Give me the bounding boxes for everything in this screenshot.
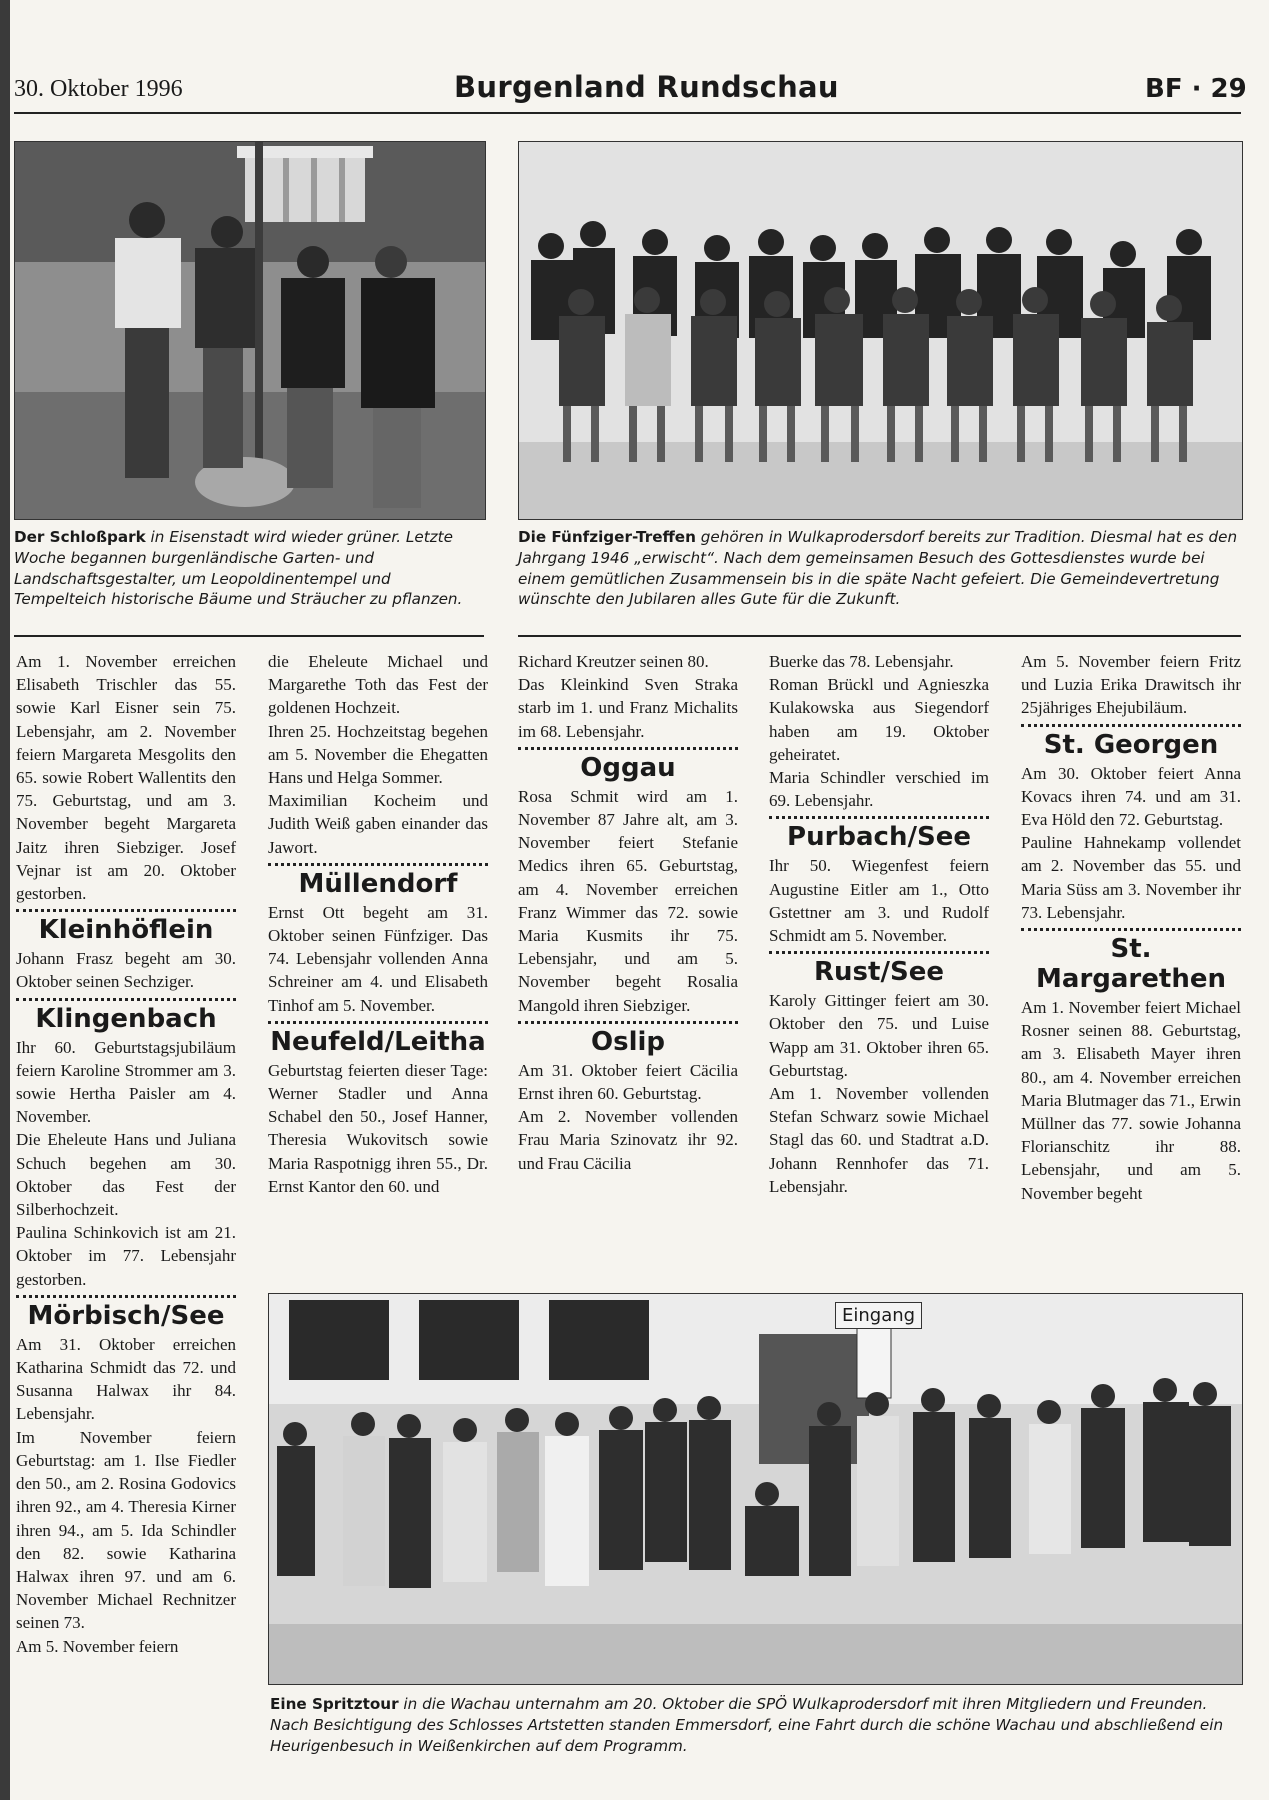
- column-1: [16, 650, 236, 1658]
- caption-spritztour-lead: Eine Spritztour: [270, 1695, 399, 1713]
- heading-st-georgen: St. Georgen: [1043, 729, 1219, 760]
- dotted-separator: [16, 998, 236, 1001]
- col1-paragraph: Paulina Schinkovich ist am 21. Oktober im 77. Lebensjahr gestorben.: [16, 1223, 236, 1289]
- column-3: [518, 650, 738, 1175]
- heading-oggau: Oggau: [580, 752, 676, 783]
- column-4: [769, 650, 989, 1198]
- dotted-separator: [16, 1295, 236, 1298]
- col4-paragraph: Ihr 50. Wiegenfest feiern Augustine Eitler am 1., Otto Gstettner am 3. und Rudolf Schmidt am 5. November.: [769, 856, 989, 946]
- dotted-separator: [518, 747, 738, 750]
- page-edge-shadow: [0, 0, 10, 1800]
- col3-paragraph: Das Kleinkind Sven Straka starb im 1. und Franz Michalits im 68. Lebensjahr.: [518, 675, 738, 741]
- dotted-separator: [268, 863, 488, 866]
- col2-paragraph: Geburtstag feierten dieser Tage: Werner Stadler und Anna Schabel den 50., Josef Hanner, Theresia Wukovitsch sowie Maria Raspotnigg ihren 55., Dr. Ernst Kantor den 60. und: [268, 1060, 488, 1196]
- dotted-separator: [1021, 928, 1241, 931]
- header-rule: [14, 112, 1241, 114]
- col4-paragraph: Karoly Gittinger feiert am 30. Oktober den 75. und Luise Wapp am 31. Oktober ihren 65. Geburtstag.: [769, 991, 989, 1080]
- col2-paragraph: Maximilian Kocheim und Judith Weiß gaben einander das Jawort.: [268, 791, 488, 857]
- col4-paragraph: Buerke das 78. Lebensjahr.: [769, 652, 954, 671]
- newspaper-title: Burgenland Rundschau: [454, 70, 839, 104]
- col3-paragraph: Am 31. Oktober feiert Cäcilia Ernst ihren 60. Geburtstag.: [518, 1060, 738, 1104]
- caption-rule-right: [518, 635, 1241, 637]
- heading-muellendorf: Müllendorf: [298, 868, 458, 899]
- caption-fuenfziger: [518, 527, 1241, 610]
- photo-spritztour: [268, 1293, 1243, 1685]
- col3-paragraph: Am 2. November vollenden Frau Maria Szinovatz ihr 92. und Frau Cäcilia: [518, 1107, 738, 1173]
- heading-oslip: Oslip: [590, 1026, 665, 1057]
- photo-fuenfziger-treffen: [518, 141, 1243, 520]
- dotted-separator: [268, 1021, 488, 1024]
- heading-moerbisch: Mörbisch/See: [27, 1300, 225, 1331]
- caption-fuenfziger-lead: Die Fünfziger-Treffen: [518, 528, 696, 546]
- col1-paragraph: Am 31. Oktober erreichen Katharina Schmidt das 72. und Susanna Halwax ihr 84. Lebensjahr.: [16, 1334, 236, 1424]
- caption-rule-left: [14, 635, 484, 637]
- col4-paragraph: Maria Schindler verschied im 69. Lebensjahr.: [769, 768, 989, 811]
- col1-paragraph: Ihr 60. Geburtstagsjubiläum feiern Karoline Strommer am 3. sowie Hertha Paisler am 4. November.: [16, 1037, 236, 1127]
- col5-paragraph: Am 5. November feiern Fritz und Luzia Erika Drawitsch ihr 25jähriges Ehejubiläum.: [1021, 652, 1241, 718]
- dotted-separator: [769, 816, 989, 819]
- col5-paragraph: Pauline Hahnekamp vollendet am 2. November das 55. und Maria Süss am 3. November ihr 73. Lebensjahr.: [1021, 833, 1241, 922]
- sign-eingang: Eingang: [835, 1302, 922, 1329]
- col1-paragraph: Im November feiern Geburtstag: am 1. Ilse Fiedler den 50., am 2. Rosina Godovics ihren 92., am 4. Theresia Kirner ihren 94., am 5. Ida Schindler den 82. sowie Katharina Halwax ihren 97. und am 6. November Michael Rechnitzer seinen 73.: [16, 1427, 236, 1633]
- col1-paragraph: Am 5. November feiern: [16, 1636, 179, 1656]
- heading-neufeld: Neufeld/Leitha: [270, 1026, 486, 1057]
- col3-paragraph: Richard Kreutzer seinen 80.: [518, 652, 709, 671]
- page-number: BF · 29: [1145, 74, 1247, 104]
- col1-paragraph: Johann Frasz begeht am 30. Oktober seinen Sechziger.: [16, 949, 236, 992]
- dotted-separator: [1021, 724, 1241, 727]
- col4-paragraph: Roman Brückl und Agnieszka Kulakowska aus Siegendorf haben am 19. Oktober geheiratet.: [769, 675, 989, 764]
- caption-schlosspark-lead: Der Schloßpark: [14, 528, 146, 546]
- caption-schlosspark-text: in Eisenstadt wird wieder grüner. Letzte Woche begannen burgenländische Garten- und Landschaftsgestalter, um Leopoldinentempel und Tempelteich historische Bäume und Sträucher zu pflanzen.: [14, 528, 463, 609]
- col4-paragraph: Am 1. November vollenden Stefan Schwarz sowie Michael Stagl das 60. und Stadtrat a.D. Johann Rennhofer das 71. Lebensjahr.: [769, 1084, 989, 1196]
- col5-paragraph: Am 30. Oktober feiert Anna Kovacs ihren 74. und am 31. Eva Höld den 72. Geburtstag.: [1021, 763, 1241, 830]
- col2-paragraph: Ihren 25. Hochzeitstag begehen am 5. November die Ehegatten Hans und Helga Sommer.: [268, 721, 488, 788]
- col3-paragraph: Rosa Schmit wird am 1. November 87 Jahre alt, am 3. November feiert Stefanie Medics ihren 65. Geburtstag, am 4. November erreichen Franz Wimmer das 72. sowie Maria Kusmits ihr 75. Lebensjahr, und am 5. November begeht Rosalia Mangold ihren Siebziger.: [518, 786, 738, 1015]
- heading-purbach: Purbach/See: [787, 822, 971, 853]
- caption-spritztour: [270, 1694, 1241, 1756]
- col2-paragraph: Ernst Ott begeht am 31. Oktober seinen Fünfziger. Das 74. Lebensjahr vollenden Anna Schreiner am 4. und Elisabeth Tinhof am 5. November.: [268, 902, 488, 1015]
- heading-rust: Rust/See: [814, 957, 944, 988]
- heading-kleinhoeflein: Kleinhöflein: [38, 915, 214, 946]
- photo-schlosspark: [14, 141, 486, 520]
- dotted-separator: [769, 951, 989, 954]
- issue-date: 30. Oktober 1996: [14, 76, 183, 102]
- col1-paragraph: Am 1. November erreichen Elisabeth Trischler das 55. sowie Karl Eisner sein 75. Lebensjahr, am 2. November feiern Margareta Mesgolits den 65. sowie Robert Wallentits den 75. Geburtstag, und am 3. November begeht Margareta Jaitz ihren Siebziger. Josef Vejnar ist am 20. Oktober gestorben.: [16, 652, 236, 904]
- dotted-separator: [16, 909, 236, 912]
- col2-paragraph: die Eheleute Michael und Margarethe Toth das Fest der goldenen Hochzeit.: [268, 652, 488, 718]
- dotted-separator: [518, 1021, 738, 1024]
- caption-spritztour-text: in die Wachau unternahm am 20. Oktober die SPÖ Wulkaprodersdorf mit ihren Mitgliedern und Freunden. Nach Besichtigung des Schlosses Artstetten standen Emmersdorf, eine Fahrt durch die schöne Wachau und abschließend ein Heurigenbesuch in Weißenkirchen auf dem Programm.: [270, 1695, 1224, 1755]
- column-2: [268, 650, 488, 1198]
- column-5: [1021, 650, 1241, 1205]
- col1-paragraph: Die Eheleute Hans und Juliana Schuch begehen am 30. Oktober das Fest der Silberhochzeit.: [16, 1130, 236, 1220]
- heading-klingenbach: Klingenbach: [35, 1003, 217, 1034]
- caption-schlosspark: [14, 527, 484, 610]
- col5-paragraph: Am 1. November feiert Michael Rosner seinen 88. Geburtstag, am 3. Elisabeth Mayer ihren 80., am 4. November erreichen Maria Blutmager das 71., Erwin Müllner das 77. sowie Johanna Florianschitz ihr 88. Lebensjahr, und am 5. November begeht: [1021, 998, 1241, 1203]
- heading-st-margarethen: St. Margarethen: [1036, 934, 1226, 995]
- caption-fuenfziger-text: gehören in Wulkaprodersdorf bereits zur Tradition. Diesmal hat es den Jahrgang 1946 „erwischt“. Nach dem gemeinsamen Besuch des Gottesdienstes wurde bei einem gemütlichen Zusammensein bis in die späte Nacht gefeiert. Die Gemeindevertretung wünschte den Jubilaren alles Gute für die Zukunft.: [518, 528, 1238, 609]
